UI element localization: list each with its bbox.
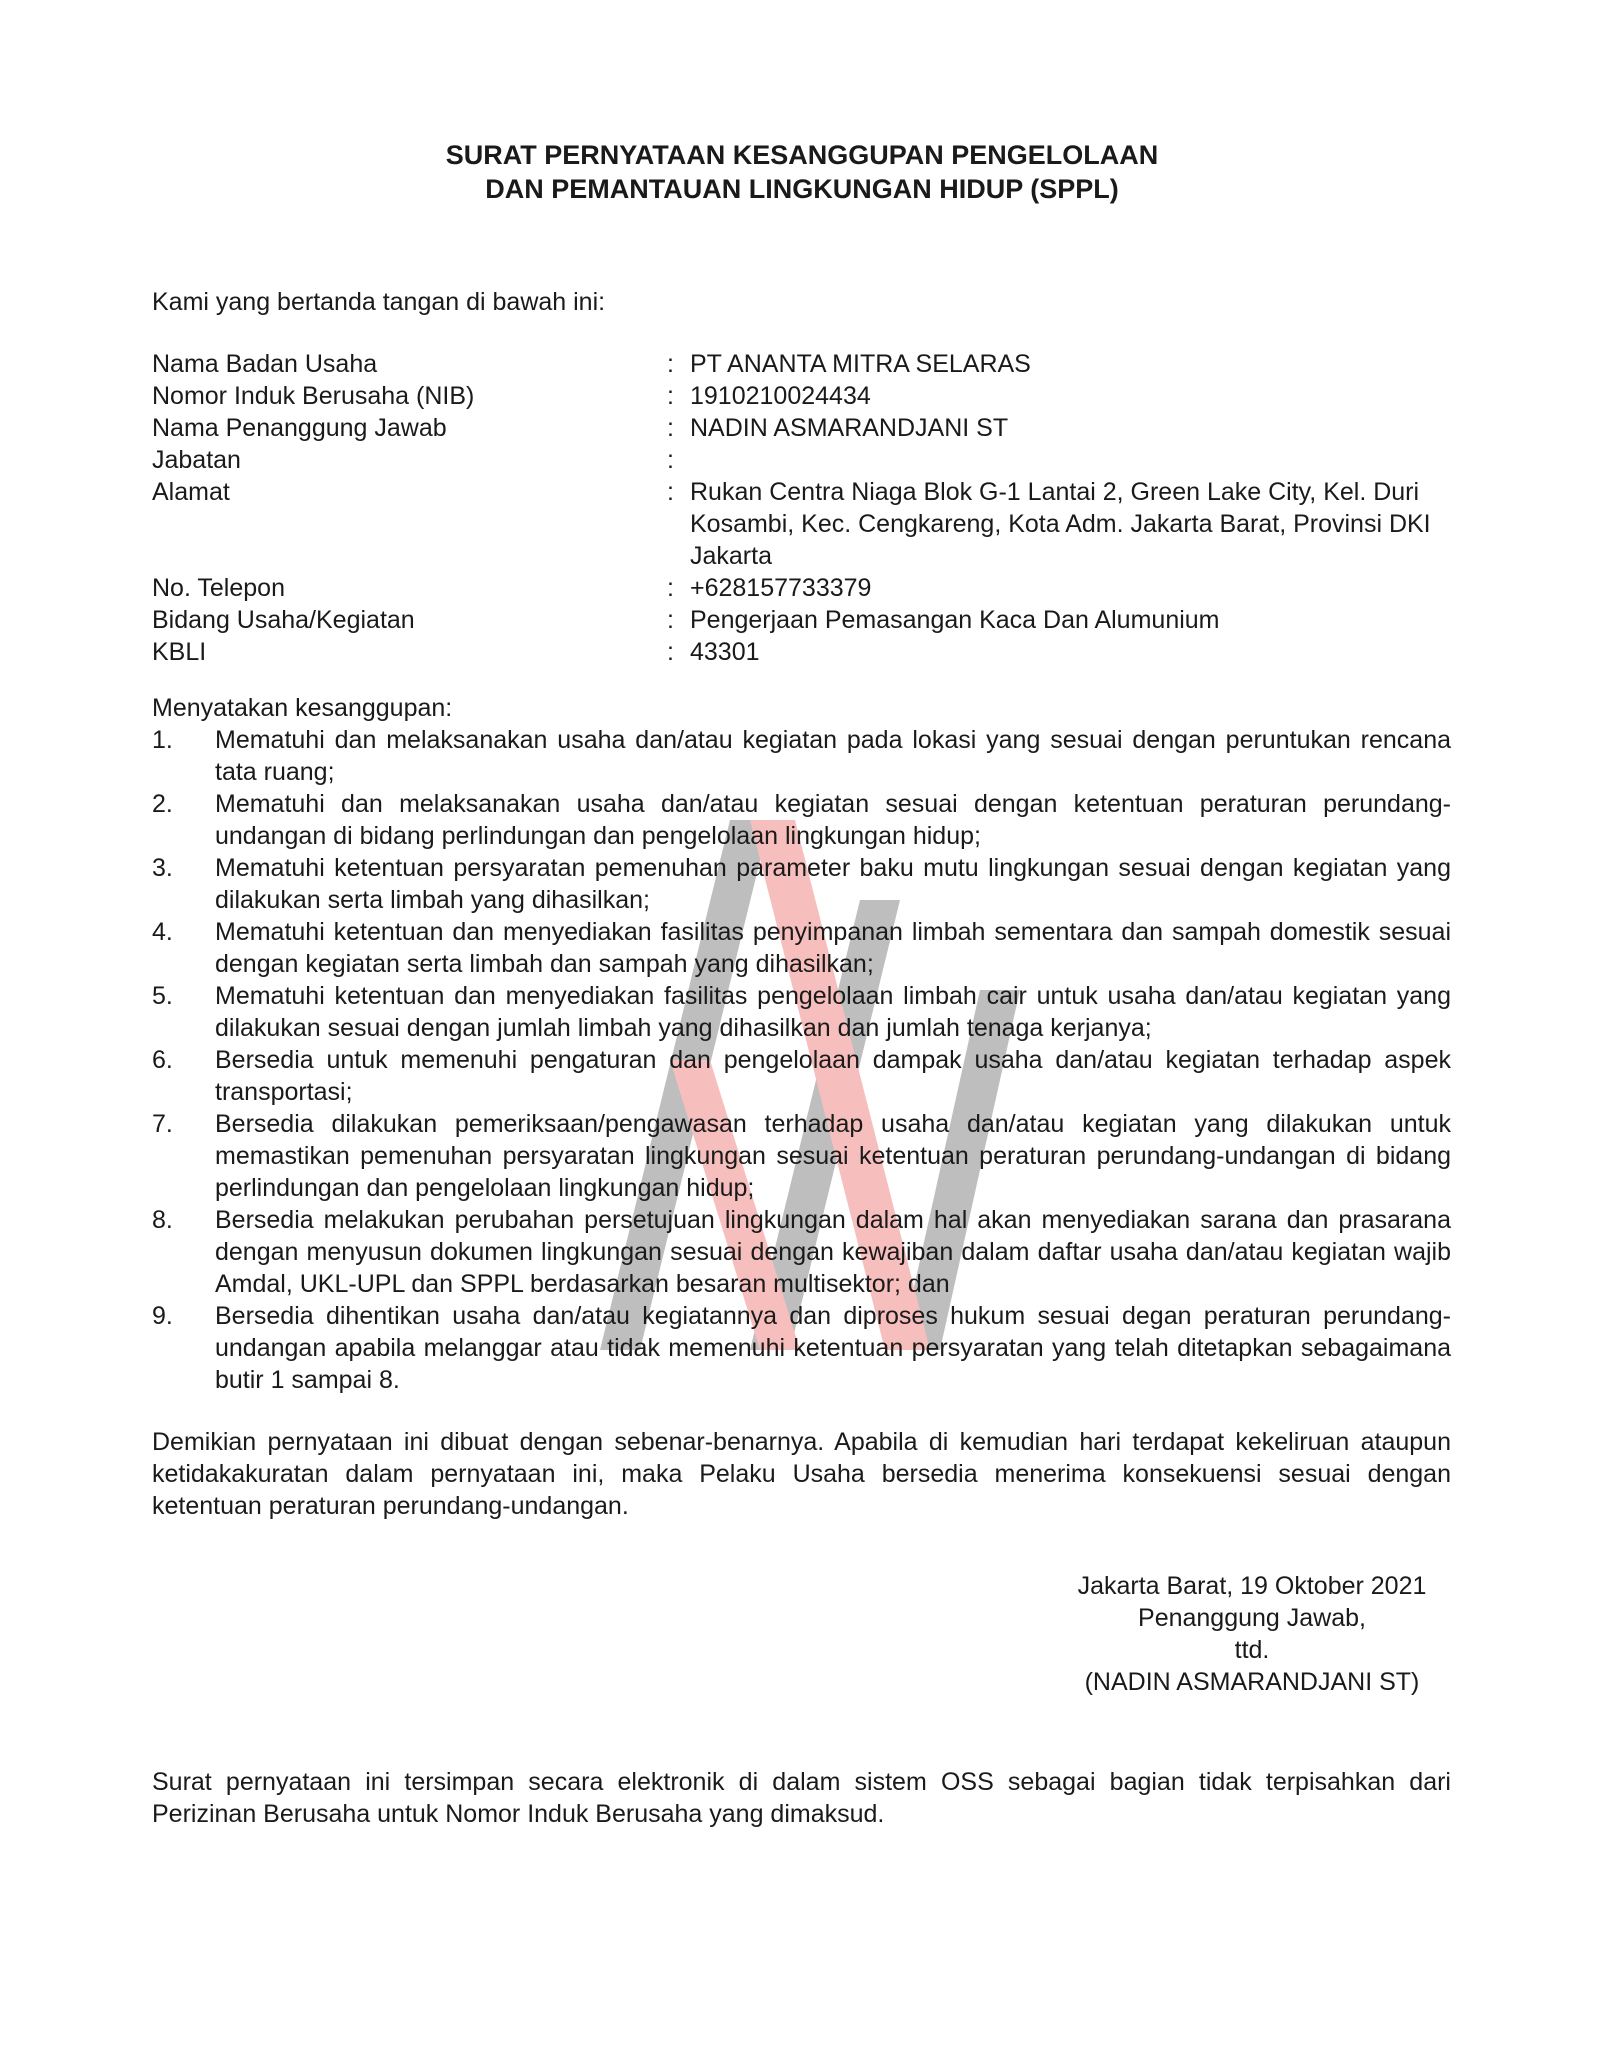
field-row-business-field xyxy=(152,604,1452,636)
field-colon: : xyxy=(667,638,674,666)
commitment-list xyxy=(152,724,1452,1396)
field-label: Nomor Induk Berusaha (NIB) xyxy=(152,382,475,410)
field-value: 1910210024434 xyxy=(690,382,871,410)
field-colon: : xyxy=(667,606,674,634)
list-item-text: Mematuhi dan melaksanakan usaha dan/atau kegiatan sesuai dengan ketentuan peraturan perundang-undangan di bidang perlindungan dan pengelolaan lingkungan hidup; xyxy=(215,790,1451,850)
list-item-text: Bersedia melakukan perubahan persetujuan lingkungan dalam hal akan menyediakan sarana dan prasarana dengan menyusun dokumen lingkungan sesuai dengan kewajiban dalam daftar usaha dan/atau kegiatan wajib Amdal, UKL-UPL dan SPPL berdasarkan besaran multisektor; dan xyxy=(215,1206,1451,1298)
list-item-text: Bersedia dilakukan pemeriksaan/pengawasan terhadap usaha dan/atau kegiatan yang dilakukan untuk memastikan pemenuhan persyaratan lingkungan sesuai ketentuan peraturan perundang-undangan di bidang perlindungan dan pengelolaan lingkungan hidup; xyxy=(215,1110,1451,1202)
statement-heading: Menyatakan kesanggupan: xyxy=(152,694,453,722)
list-item xyxy=(152,916,1452,980)
signature-role: Penanggung Jawab, xyxy=(1138,1604,1366,1632)
field-label: Nama Badan Usaha xyxy=(152,350,378,378)
field-row-responsible-person xyxy=(152,412,1452,444)
field-label: Nama Penanggung Jawab xyxy=(152,414,447,442)
field-value: Rukan Centra Niaga Blok G-1 Lantai 2, Green Lake City, Kel. Duri Kosambi, Kec. Cengkareng, Kota Adm. Jakarta Barat, Provinsi DKI Jakarta xyxy=(690,478,1431,570)
list-item xyxy=(152,1300,1452,1396)
list-item-text: Mematuhi ketentuan dan menyediakan fasilitas pengelolaan limbah cair untuk usaha dan/atau kegiatan yang dilakukan sesuai dengan jumlah limbah yang dihasilkan dan jumlah tenaga kerjanya; xyxy=(215,982,1451,1042)
field-value: +628157733379 xyxy=(690,574,872,602)
list-item-number: 1. xyxy=(152,726,173,754)
list-item-text: Mematuhi dan melaksanakan usaha dan/atau kegiatan pada lokasi yang sesuai dengan peruntukan rencana tata ruang; xyxy=(215,726,1451,786)
signature-place-date: Jakarta Barat, 19 Oktober 2021 xyxy=(1077,1572,1427,1600)
field-value: 43301 xyxy=(690,638,760,666)
field-colon: : xyxy=(667,574,674,602)
identity-fields xyxy=(152,348,1452,668)
field-label: Bidang Usaha/Kegiatan xyxy=(152,606,415,634)
list-item-number: 3. xyxy=(152,854,173,882)
list-item-number: 6. xyxy=(152,1046,173,1074)
field-row-position xyxy=(152,444,1452,476)
list-item-text: Mematuhi ketentuan dan menyediakan fasilitas penyimpanan limbah sementara dan sampah domestik sesuai dengan kegiatan serta limbah dan sampah yang dihasilkan; xyxy=(215,918,1451,978)
field-label: Jabatan xyxy=(152,446,241,474)
field-colon: : xyxy=(667,414,674,442)
closing-paragraph: Demikian pernyataan ini dibuat dengan sebenar-benarnya. Apabila di kemudian hari terdapat kekeliruan ataupun ketidakakuratan dalam pernyataan ini, maka Pelaku Usaha bersedia menerima konsekuensi sesuai dengan ketentuan peraturan perundang-undangan. xyxy=(152,1428,1451,1520)
field-value: Pengerjaan Pemasangan Kaca Dan Alumunium xyxy=(690,606,1220,634)
list-item-number: 5. xyxy=(152,982,173,1010)
list-item xyxy=(152,1108,1452,1204)
field-colon: : xyxy=(667,350,674,378)
field-value: NADIN ASMARANDJANI ST xyxy=(690,414,1009,442)
list-item-number: 2. xyxy=(152,790,173,818)
signature-name: (NADIN ASMARANDJANI ST) xyxy=(1084,1668,1420,1696)
field-colon: : xyxy=(667,446,674,474)
field-row-business-name xyxy=(152,348,1452,380)
field-row-address xyxy=(152,476,1452,572)
list-item xyxy=(152,1044,1452,1108)
title-line-2: DAN PEMANTAUAN LINGKUNGAN HIDUP (SPPL) xyxy=(485,174,1119,204)
list-item xyxy=(152,980,1452,1044)
field-row-phone xyxy=(152,572,1452,604)
list-item xyxy=(152,1204,1452,1300)
intro-text: Kami yang bertanda tangan di bawah ini: xyxy=(152,288,606,316)
list-item-text: Mematuhi ketentuan persyaratan pemenuhan parameter baku mutu lingkungan sesuai dengan kegiatan yang dilakukan serta limbah yang dihasilkan; xyxy=(215,854,1451,914)
field-row-nib xyxy=(152,380,1452,412)
footer-note: Surat pernyataan ini tersimpan secara elektronik di dalam sistem OSS sebagai bagian tidak terpisahkan dari Perizinan Berusaha untuk Nomor Induk Berusaha yang dimaksud. xyxy=(152,1768,1451,1828)
field-value xyxy=(690,444,1450,476)
field-label: Alamat xyxy=(152,478,230,506)
field-label: KBLI xyxy=(152,638,207,666)
field-label: No. Telepon xyxy=(152,574,285,602)
list-item xyxy=(152,724,1452,788)
document-title xyxy=(152,138,1452,206)
field-row-kbli xyxy=(152,636,1452,668)
list-item-text: Bersedia dihentikan usaha dan/atau kegiatannya dan diproses hukum sesuai degan peraturan perundang-undangan apabila melanggar atau tidak memenuhi ketentuan persyaratan yang telah ditetapkan sebagaimana butir 1 sampai 8. xyxy=(215,1302,1451,1394)
field-colon: : xyxy=(667,478,674,506)
title-line-1: SURAT PERNYATAAN KESANGGUPAN PENGELOLAAN xyxy=(445,140,1159,170)
list-item-number: 9. xyxy=(152,1302,173,1330)
signature-ttd: ttd. xyxy=(1234,1636,1270,1664)
list-item-number: 7. xyxy=(152,1110,173,1138)
list-item xyxy=(152,852,1452,916)
signature-block xyxy=(1052,1570,1452,1698)
field-colon: : xyxy=(667,382,674,410)
field-value: PT ANANTA MITRA SELARAS xyxy=(690,350,1031,378)
document-content xyxy=(152,138,1452,1830)
list-item xyxy=(152,788,1452,852)
list-item-number: 4. xyxy=(152,918,173,946)
list-item-text: Bersedia untuk memenuhi pengaturan dan pengelolaan dampak usaha dan/atau kegiatan terhadap aspek transportasi; xyxy=(215,1046,1451,1106)
list-item-number: 8. xyxy=(152,1206,173,1234)
